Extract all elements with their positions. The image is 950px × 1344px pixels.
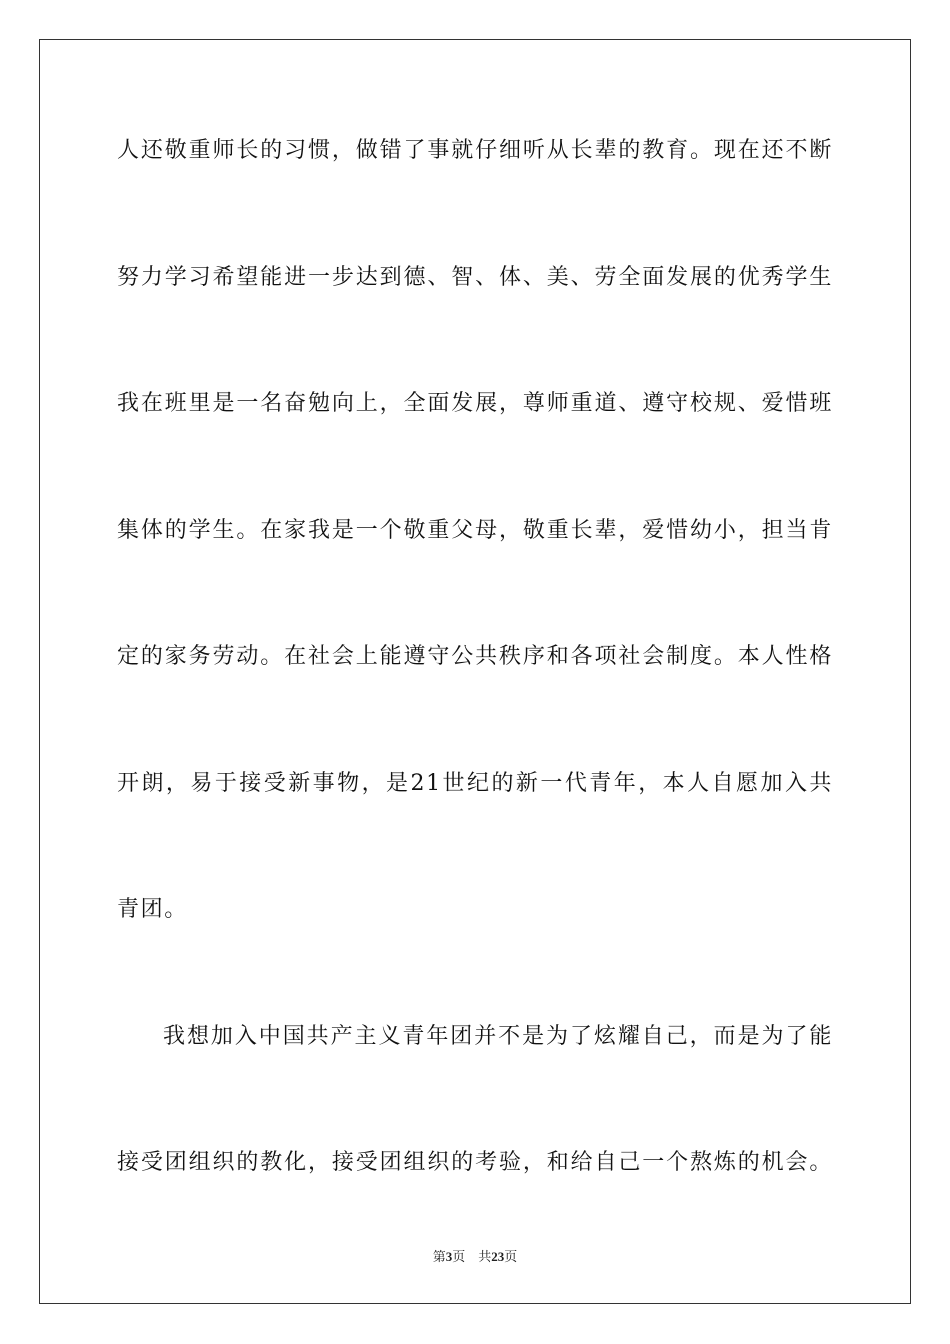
page-suffix: 页 (504, 1249, 518, 1264)
page-prefix: 第 (432, 1249, 446, 1264)
paragraph-first-line: 我想加入中国共产主义青年团并不是为了炫耀自己，而是为了能 (163, 1023, 833, 1049)
page-mid: 页 共 (452, 1249, 492, 1264)
current-page-number: 3 (445, 1249, 453, 1264)
document-body (117, 122, 833, 1261)
text-line: 人还敬重师长的习惯，做错了事就仔细听从长辈的教育。现在还不断 (117, 138, 833, 163)
text-line: 定的家务劳动。在社会上能遵守公共秩序和各项社会制度。本人性格 (117, 644, 833, 669)
text-line: 接受团组织的教化，接受团组织的考验，和给自己一个熬炼的机会。 (117, 1150, 833, 1175)
text-line: 努力学习希望能进一步达到德、智、体、美、劳全面发展的优秀学生 (117, 264, 833, 290)
total-page-number: 23 (491, 1249, 505, 1264)
text-line: 开朗，易于接受新事物，是21世纪的新一代青年，本人自愿加入共 (117, 770, 833, 796)
text-line: 我在班里是一名奋勉向上，全面发展，尊师重道、遵守校规、爱惜班 (117, 391, 833, 416)
page-number-footer (0, 1246, 950, 1265)
text-line: 青团。 (117, 897, 188, 922)
text-line: 集体的学生。在家我是一个敬重父母，敬重长辈，爱惜幼小，担当肯 (117, 517, 833, 543)
